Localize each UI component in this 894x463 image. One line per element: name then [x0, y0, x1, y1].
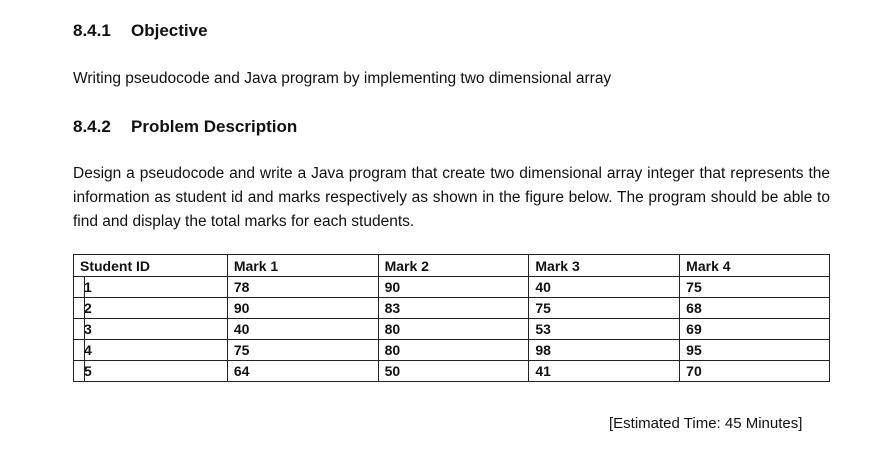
cell-mark-4: 69 [680, 319, 830, 340]
cell-mark-3: 41 [529, 361, 680, 382]
cell-student-id: 1 [74, 277, 228, 298]
cell-student-id: 4 [74, 340, 228, 361]
cell-student-id: 3 [74, 319, 228, 340]
table-row [74, 298, 830, 319]
cell-mark-1: 75 [227, 340, 378, 361]
cell-mark-2: 80 [378, 340, 529, 361]
cell-mark-3: 40 [529, 277, 680, 298]
cell-mark-4: 75 [680, 277, 830, 298]
table-row [74, 340, 830, 361]
cell-mark-4: 95 [680, 340, 830, 361]
problem-number: 8.4.2 [73, 117, 111, 136]
cell-mark-1: 78 [227, 277, 378, 298]
table-header-row [74, 255, 830, 277]
problem-heading [73, 117, 297, 137]
objective-title: Objective [131, 21, 208, 40]
cell-mark-2: 90 [378, 277, 529, 298]
table-row [74, 277, 830, 298]
cell-mark-4: 70 [680, 361, 830, 382]
cell-mark-1: 40 [227, 319, 378, 340]
estimated-time: [Estimated Time: 45 Minutes] [609, 415, 803, 432]
cell-mark-2: 50 [378, 361, 529, 382]
cell-student-id: 5 [74, 361, 228, 382]
cell-mark-3: 53 [529, 319, 680, 340]
objective-text: Writing pseudocode and Java program by implementing two dimensional array [73, 70, 612, 87]
marks-table [73, 254, 830, 382]
cell-mark-1: 64 [227, 361, 378, 382]
problem-description-text: Design a pseudocode and write a Java program that create two dimensional array integer that represents the information as student id and marks respectively as shown in the figure below. The program should be able to find and display the total marks for each students. [73, 165, 830, 230]
cell-mark-2: 80 [378, 319, 529, 340]
objective-heading [73, 21, 208, 41]
cell-student-id: 2 [74, 298, 228, 319]
problem-title: Problem Description [131, 117, 298, 136]
cell-mark-3: 75 [529, 298, 680, 319]
cell-mark-1: 90 [227, 298, 378, 319]
header-mark-3: Mark 3 [529, 255, 680, 277]
header-mark-2: Mark 2 [378, 255, 529, 277]
table-row [74, 361, 830, 382]
table-row [74, 319, 830, 340]
cell-mark-4: 68 [680, 298, 830, 319]
cell-mark-3: 98 [529, 340, 680, 361]
header-mark-1: Mark 1 [227, 255, 378, 277]
cell-mark-2: 83 [378, 298, 529, 319]
objective-number: 8.4.1 [73, 21, 111, 40]
header-student-id: Student ID [74, 255, 228, 277]
header-mark-4: Mark 4 [680, 255, 830, 277]
